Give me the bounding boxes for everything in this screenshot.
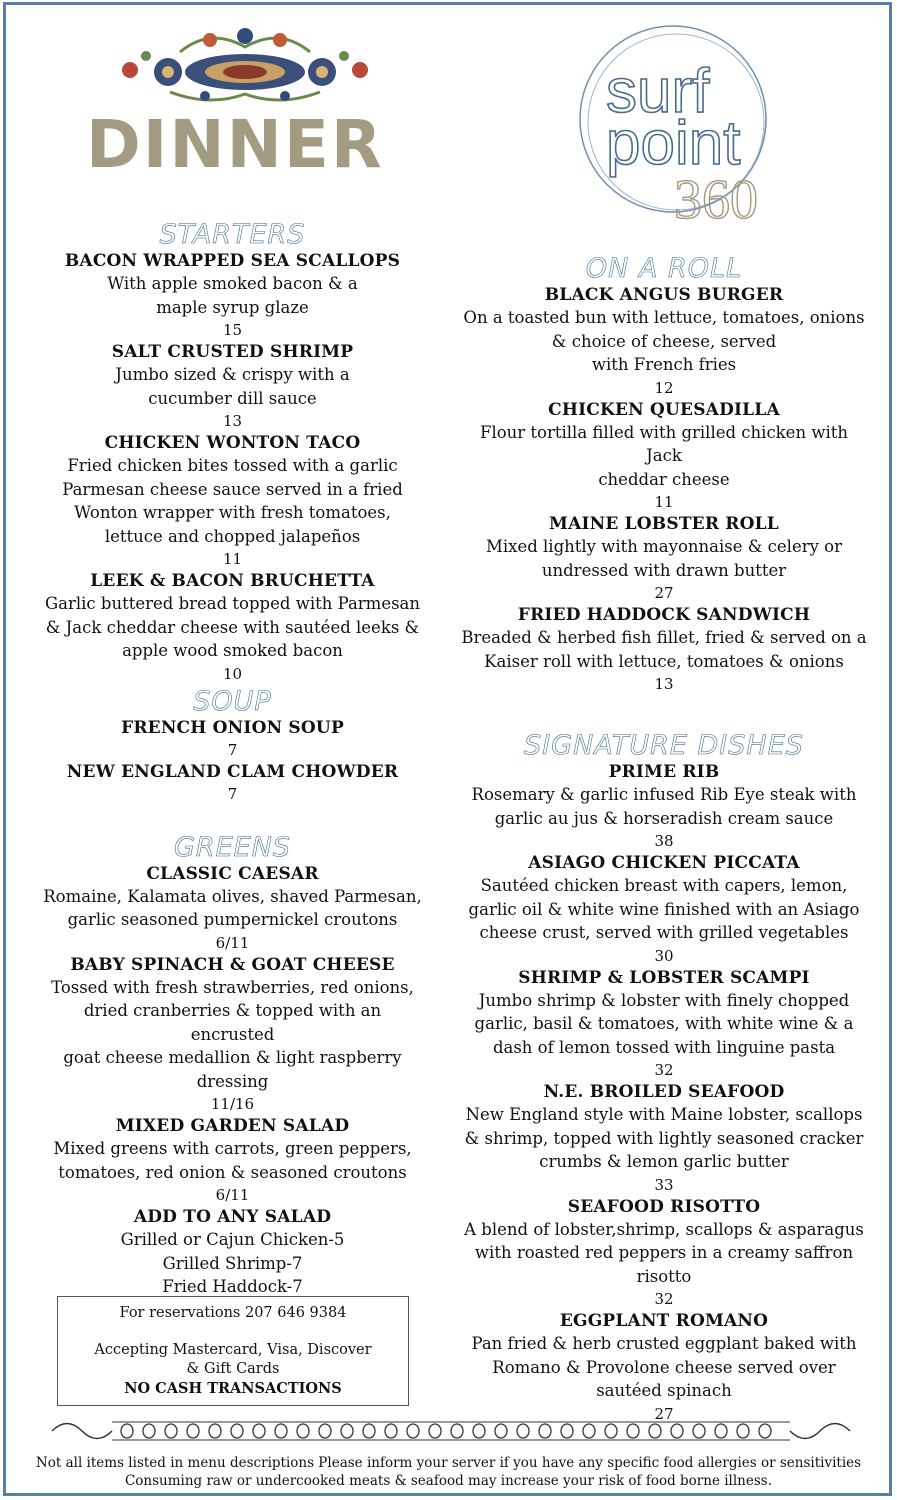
item-desc: New England style with Maine lobster, scallops (465, 1105, 863, 1124)
item-desc: With apple smoked bacon & a (107, 274, 358, 293)
item-desc: cucumber dill sauce (148, 388, 317, 408)
item-desc: maple syrup glaze (156, 297, 309, 317)
scroll-loop-icon (187, 1424, 199, 1438)
item-desc: Wonton wrapper with fresh tomatoes, (74, 503, 391, 522)
scroll-loop-icon (209, 1424, 221, 1438)
item-price: 27 (654, 584, 674, 602)
scroll-loop-icon (539, 1424, 551, 1438)
scroll-loop-icon (759, 1424, 771, 1438)
item-desc: On a toasted bun with lettuce, tomatoes, onions (463, 308, 865, 327)
item-desc: with roasted red peppers in a creamy saffron (474, 1243, 854, 1262)
item-desc: garlic au jus & horseradish cream sauce (494, 808, 834, 828)
item-name: SALT CRUSTED SHRIMP (111, 342, 354, 362)
item-price: 7 (227, 784, 238, 803)
scroll-loop-icon (121, 1424, 133, 1438)
menu-item (40, 432, 425, 570)
item-name: SHRIMP & LOBSTER SCAMPI (518, 967, 810, 988)
item-price: 6/11 (215, 933, 250, 952)
menu-item (460, 761, 868, 852)
scroll-loop-icon (561, 1424, 573, 1438)
scroll-loop-icon (385, 1424, 397, 1438)
cards-accepted-2: & Gift Cards (186, 1361, 280, 1377)
scroll-loop-icon (451, 1424, 463, 1438)
item-name: PRIME RIB (608, 762, 720, 782)
item-desc: garlic oil & white wine finished with an Asiago (468, 899, 860, 919)
item-desc: Pan fried & herb crusted eggplant baked with (471, 1334, 857, 1353)
scroll-loop-icon (473, 1424, 485, 1438)
item-price: 6/11 (215, 1186, 250, 1204)
menu-item (460, 967, 868, 1082)
item-price: 38 (654, 832, 674, 850)
item-desc: & shrimp, topped with lightly seasoned cracker (464, 1128, 864, 1148)
section-title-starters: STARTERS (159, 219, 306, 250)
section-title-greens: GREENS (173, 831, 292, 863)
menu-item (40, 250, 425, 341)
item-name: BLACK ANGUS BURGER (544, 285, 784, 305)
menu-item (460, 1310, 868, 1425)
item-desc: & Jack cheddar cheese with sautéed leeks & (45, 617, 420, 637)
section-title-signature-dishes: SIGNATURE DISHES (524, 730, 804, 761)
item-name: NEW ENGLAND CLAM CHOWDER (66, 761, 399, 782)
item-desc: crumbs & lemon garlic butter (539, 1152, 789, 1171)
salad-add-ons (40, 1206, 425, 1299)
item-name: CHICKEN QUESADILLA (548, 399, 780, 420)
item-desc: Garlic buttered bread topped with Parmesan (44, 594, 421, 613)
item-desc: sautéed spinach (596, 1381, 732, 1400)
scroll-loop-icon (671, 1424, 683, 1438)
scroll-loop-icon (165, 1424, 177, 1438)
item-desc: Sautéed chicken breast with capers, lemon, (480, 876, 848, 895)
item-desc: garlic seasoned pumpernickel croutons (67, 910, 398, 929)
item-desc: dried cranberries & topped with an encrusted (83, 1001, 382, 1044)
menu-item (460, 604, 868, 695)
item-desc: undressed with drawn butter (541, 560, 787, 580)
item-price: 15 (222, 321, 243, 339)
scroll-loop-icon (341, 1424, 353, 1438)
surf-point-logo (566, 24, 781, 224)
menu-item (40, 570, 425, 685)
item-desc: A blend of lobster,shrimp, scallops & asparagus (464, 1219, 864, 1239)
scroll-loop-icon (319, 1424, 331, 1438)
item-name: N.E. BROILED SEAFOOD (543, 1082, 785, 1102)
item-price: 32 (654, 1061, 674, 1079)
item-name: CLASSIC CAESAR (146, 863, 319, 884)
scroll-loop-icon (737, 1424, 749, 1438)
logo-word-point: point (606, 109, 741, 178)
item-name: ADD TO ANY SALAD (133, 1207, 332, 1227)
raw-food-warning: Consuming raw or undercooked meats & seafood may increase your risk of food borne illness. (124, 1473, 773, 1489)
section-title-soup: SOUP (193, 685, 272, 717)
scroll-loop-icon (363, 1424, 375, 1438)
menu-item (460, 399, 868, 514)
menu-item (460, 852, 868, 967)
item-price: 11/16 (210, 1095, 255, 1113)
item-desc: dash of lemon tossed with linguine pasta (492, 1037, 836, 1057)
item-price: 13 (654, 675, 674, 693)
item-name: ASIAGO CHICKEN PICCATA (528, 853, 800, 873)
item-price: 33 (654, 1175, 674, 1194)
scroll-loop-icon (715, 1424, 727, 1438)
scroll-loop-icon (253, 1424, 265, 1438)
item-desc: lettuce and chopped jalapeños (104, 526, 361, 546)
item-desc: garlic, basil & tomatoes, with white wine & a (474, 1014, 854, 1033)
item-desc: risotto (636, 1266, 692, 1286)
item-desc: with French fries (591, 355, 737, 374)
scroll-loop-icon (605, 1424, 617, 1438)
item-desc: goat cheese medallion & light raspberry (63, 1048, 402, 1067)
left-column (40, 220, 425, 1299)
menu-item (40, 717, 425, 761)
item-name: EGGPLANT ROMANO (559, 1311, 769, 1331)
item-price: 7 (227, 740, 238, 759)
allergy-notice: Not all items listed in menu descriptions Please inform your server if you have any specific food allergies or sensitivities (35, 1455, 862, 1471)
item-desc: cheese crust, served with grilled vegetables (479, 923, 849, 942)
item-price: 10 (222, 664, 243, 683)
scroll-loop-icon (429, 1424, 441, 1438)
cards-accepted: Accepting Mastercard, Visa, Discover (94, 1342, 372, 1358)
menu-item (460, 284, 868, 399)
scroll-loop-icon (407, 1424, 419, 1438)
scroll-loop-icon (693, 1424, 705, 1438)
item-desc: Mixed greens with carrots, green peppers, (53, 1139, 412, 1158)
logo-number: 360 (674, 169, 758, 224)
item-desc: Jumbo sized & crispy with a (115, 365, 350, 384)
item-desc: & choice of cheese, served (551, 331, 777, 351)
menu-item (460, 513, 868, 604)
item-desc: dressing (196, 1071, 269, 1091)
item-name: FRENCH ONION SOUP (121, 717, 344, 738)
add-on-option: Fried Haddock-7 (162, 1277, 303, 1296)
item-name: FRIED HADDOCK SANDWICH (517, 605, 811, 625)
item-desc: tomatoes, red onion & seasoned croutons (58, 1162, 407, 1182)
scroll-divider-icon (42, 1416, 860, 1446)
reservations-phone: For reservations 207 646 9384 (119, 1305, 347, 1321)
no-cash-notice: NO CASH TRANSACTIONS (124, 1380, 342, 1397)
item-price: 27 (654, 1404, 674, 1423)
scroll-loop-icon (297, 1424, 309, 1438)
menu-item (460, 1081, 868, 1196)
item-desc: cheddar cheese (598, 469, 730, 489)
menu-item (460, 1196, 868, 1311)
scroll-loop-icon (495, 1424, 507, 1438)
item-name: MIXED GARDEN SALAD (115, 1116, 350, 1136)
item-desc: Rosemary & garlic infused Rib Eye steak with (471, 785, 857, 804)
item-desc: apple wood smoked bacon (122, 641, 343, 660)
item-desc: Romano & Provolone cheese served over (492, 1357, 836, 1377)
item-desc: Jumbo shrimp & lobster with finely chopped (478, 990, 850, 1010)
item-name: LEEK & BACON BRUCHETTA (90, 571, 375, 591)
scroll-loop-icon (649, 1424, 661, 1438)
item-desc: Mixed lightly with mayonnaise & celery or (485, 537, 842, 556)
add-on-option: Grilled or Cajun Chicken-5 (120, 1230, 345, 1249)
item-price: 13 (222, 412, 243, 430)
item-price: 11 (222, 550, 243, 568)
right-column (460, 254, 868, 1425)
item-name: SEAFOOD RISOTTO (567, 1196, 761, 1217)
item-desc: Flour tortilla filled with grilled chicken with Jack (480, 422, 848, 465)
menu-item (40, 1115, 425, 1206)
item-desc: Parmesan cheese sauce served in a fried (62, 479, 403, 499)
item-price: 30 (654, 946, 674, 965)
item-desc: Fried chicken bites tossed with a garlic (67, 456, 398, 475)
menu-item (40, 761, 425, 805)
item-name: BACON WRAPPED SEA SCALLOPS (64, 251, 401, 271)
menu-item (40, 863, 425, 954)
logo-word-surf: surf (606, 57, 710, 126)
item-price: 11 (654, 493, 674, 511)
scroll-loop-icon (583, 1424, 595, 1438)
section-title-on-a-roll: ON A ROLL (585, 253, 743, 284)
page-title: DINNER (86, 106, 384, 183)
menu-item (40, 954, 425, 1116)
item-price: 12 (654, 378, 674, 397)
item-name: CHICKEN WONTON TACO (104, 433, 361, 453)
item-desc: Breaded & herbed fish fillet, fried & served on a (461, 628, 867, 647)
scroll-loop-icon (275, 1424, 287, 1438)
item-desc: Romaine, Kalamata olives, shaved Parmesan, (43, 886, 422, 906)
item-name: BABY SPINACH & GOAT CHEESE (70, 954, 395, 975)
floral-ornament-icon (110, 22, 380, 107)
scroll-loop-icon (231, 1424, 243, 1438)
add-on-option: Grilled Shrimp-7 (162, 1253, 303, 1273)
menu-item (40, 341, 425, 432)
item-price: 32 (654, 1290, 674, 1308)
item-name: MAINE LOBSTER ROLL (549, 514, 779, 534)
scroll-loop-icon (627, 1424, 639, 1438)
scroll-loop-icon (143, 1424, 155, 1438)
item-desc: Tossed with fresh strawberries, red onions, (51, 977, 414, 997)
scroll-loop-icon (517, 1424, 529, 1438)
reservations-box (57, 1296, 409, 1406)
item-desc: Kaiser roll with lettuce, tomatoes & onions (484, 651, 844, 671)
